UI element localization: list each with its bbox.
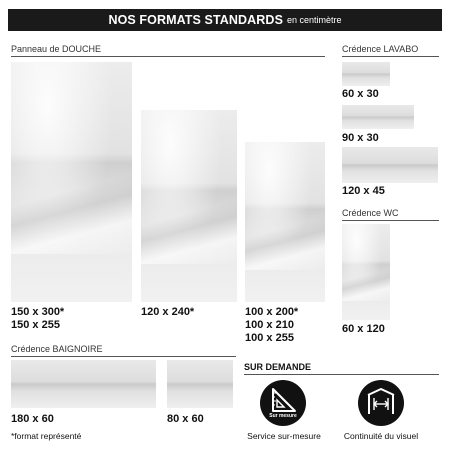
section-divider-on-demand — [244, 374, 439, 375]
size-label: 150 x 255 — [11, 319, 60, 331]
lavabo-panel-90x30 — [342, 105, 414, 129]
size-label: 100 x 255 — [245, 332, 294, 344]
section-divider-wc — [342, 220, 439, 221]
continuity-caption: Continuité du visuel — [343, 431, 419, 441]
shower-panel-100x200 — [245, 142, 325, 302]
section-label-lavabo: Crédence LAVABO — [342, 44, 419, 54]
bath-panel-180x60 — [11, 360, 156, 408]
wc-panel-60x120 — [342, 224, 390, 320]
lavabo-panel-60x30 — [342, 62, 390, 86]
set-square-ruler-icon — [260, 380, 306, 426]
shower-panel-120x240 — [141, 110, 237, 302]
size-label: 100 x 210 — [245, 319, 294, 331]
size-label: 120 x 45 — [342, 185, 385, 197]
size-label: 90 x 30 — [342, 132, 379, 144]
size-label: 180 x 60 — [11, 413, 54, 425]
size-label: 100 x 200* — [245, 306, 299, 318]
size-label: 120 x 240* — [141, 306, 195, 318]
size-label: 80 x 60 — [167, 413, 204, 425]
section-divider-lavabo — [342, 56, 439, 57]
header-banner — [8, 9, 442, 31]
on-demand-title: SUR DEMANDE — [244, 362, 312, 372]
service-caption: Service sur-mesure — [247, 431, 321, 441]
lavabo-panel-120x45 — [342, 147, 438, 183]
size-label: 150 x 300* — [11, 306, 65, 318]
section-divider-douche — [11, 56, 325, 57]
section-label-baignoire: Crédence BAIGNOIRE — [11, 344, 103, 354]
page-title: NOS FORMATS STANDARDS — [108, 13, 284, 27]
shower-panel-150x300 — [11, 62, 132, 302]
section-label-wc: Crédence WC — [342, 208, 399, 218]
section-divider-baignoire — [11, 356, 236, 357]
size-label: 60 x 120 — [342, 323, 385, 335]
sur-mesure-badge: Sur mesure — [269, 413, 297, 419]
visual-continuity-icon — [358, 380, 404, 426]
size-label: 60 x 30 — [342, 88, 379, 100]
bath-panel-80x60 — [167, 360, 233, 408]
section-label-douche: Panneau de DOUCHE — [11, 44, 102, 54]
page-subtitle: en centimètre — [287, 15, 342, 25]
footnote: *format représenté — [11, 431, 82, 441]
